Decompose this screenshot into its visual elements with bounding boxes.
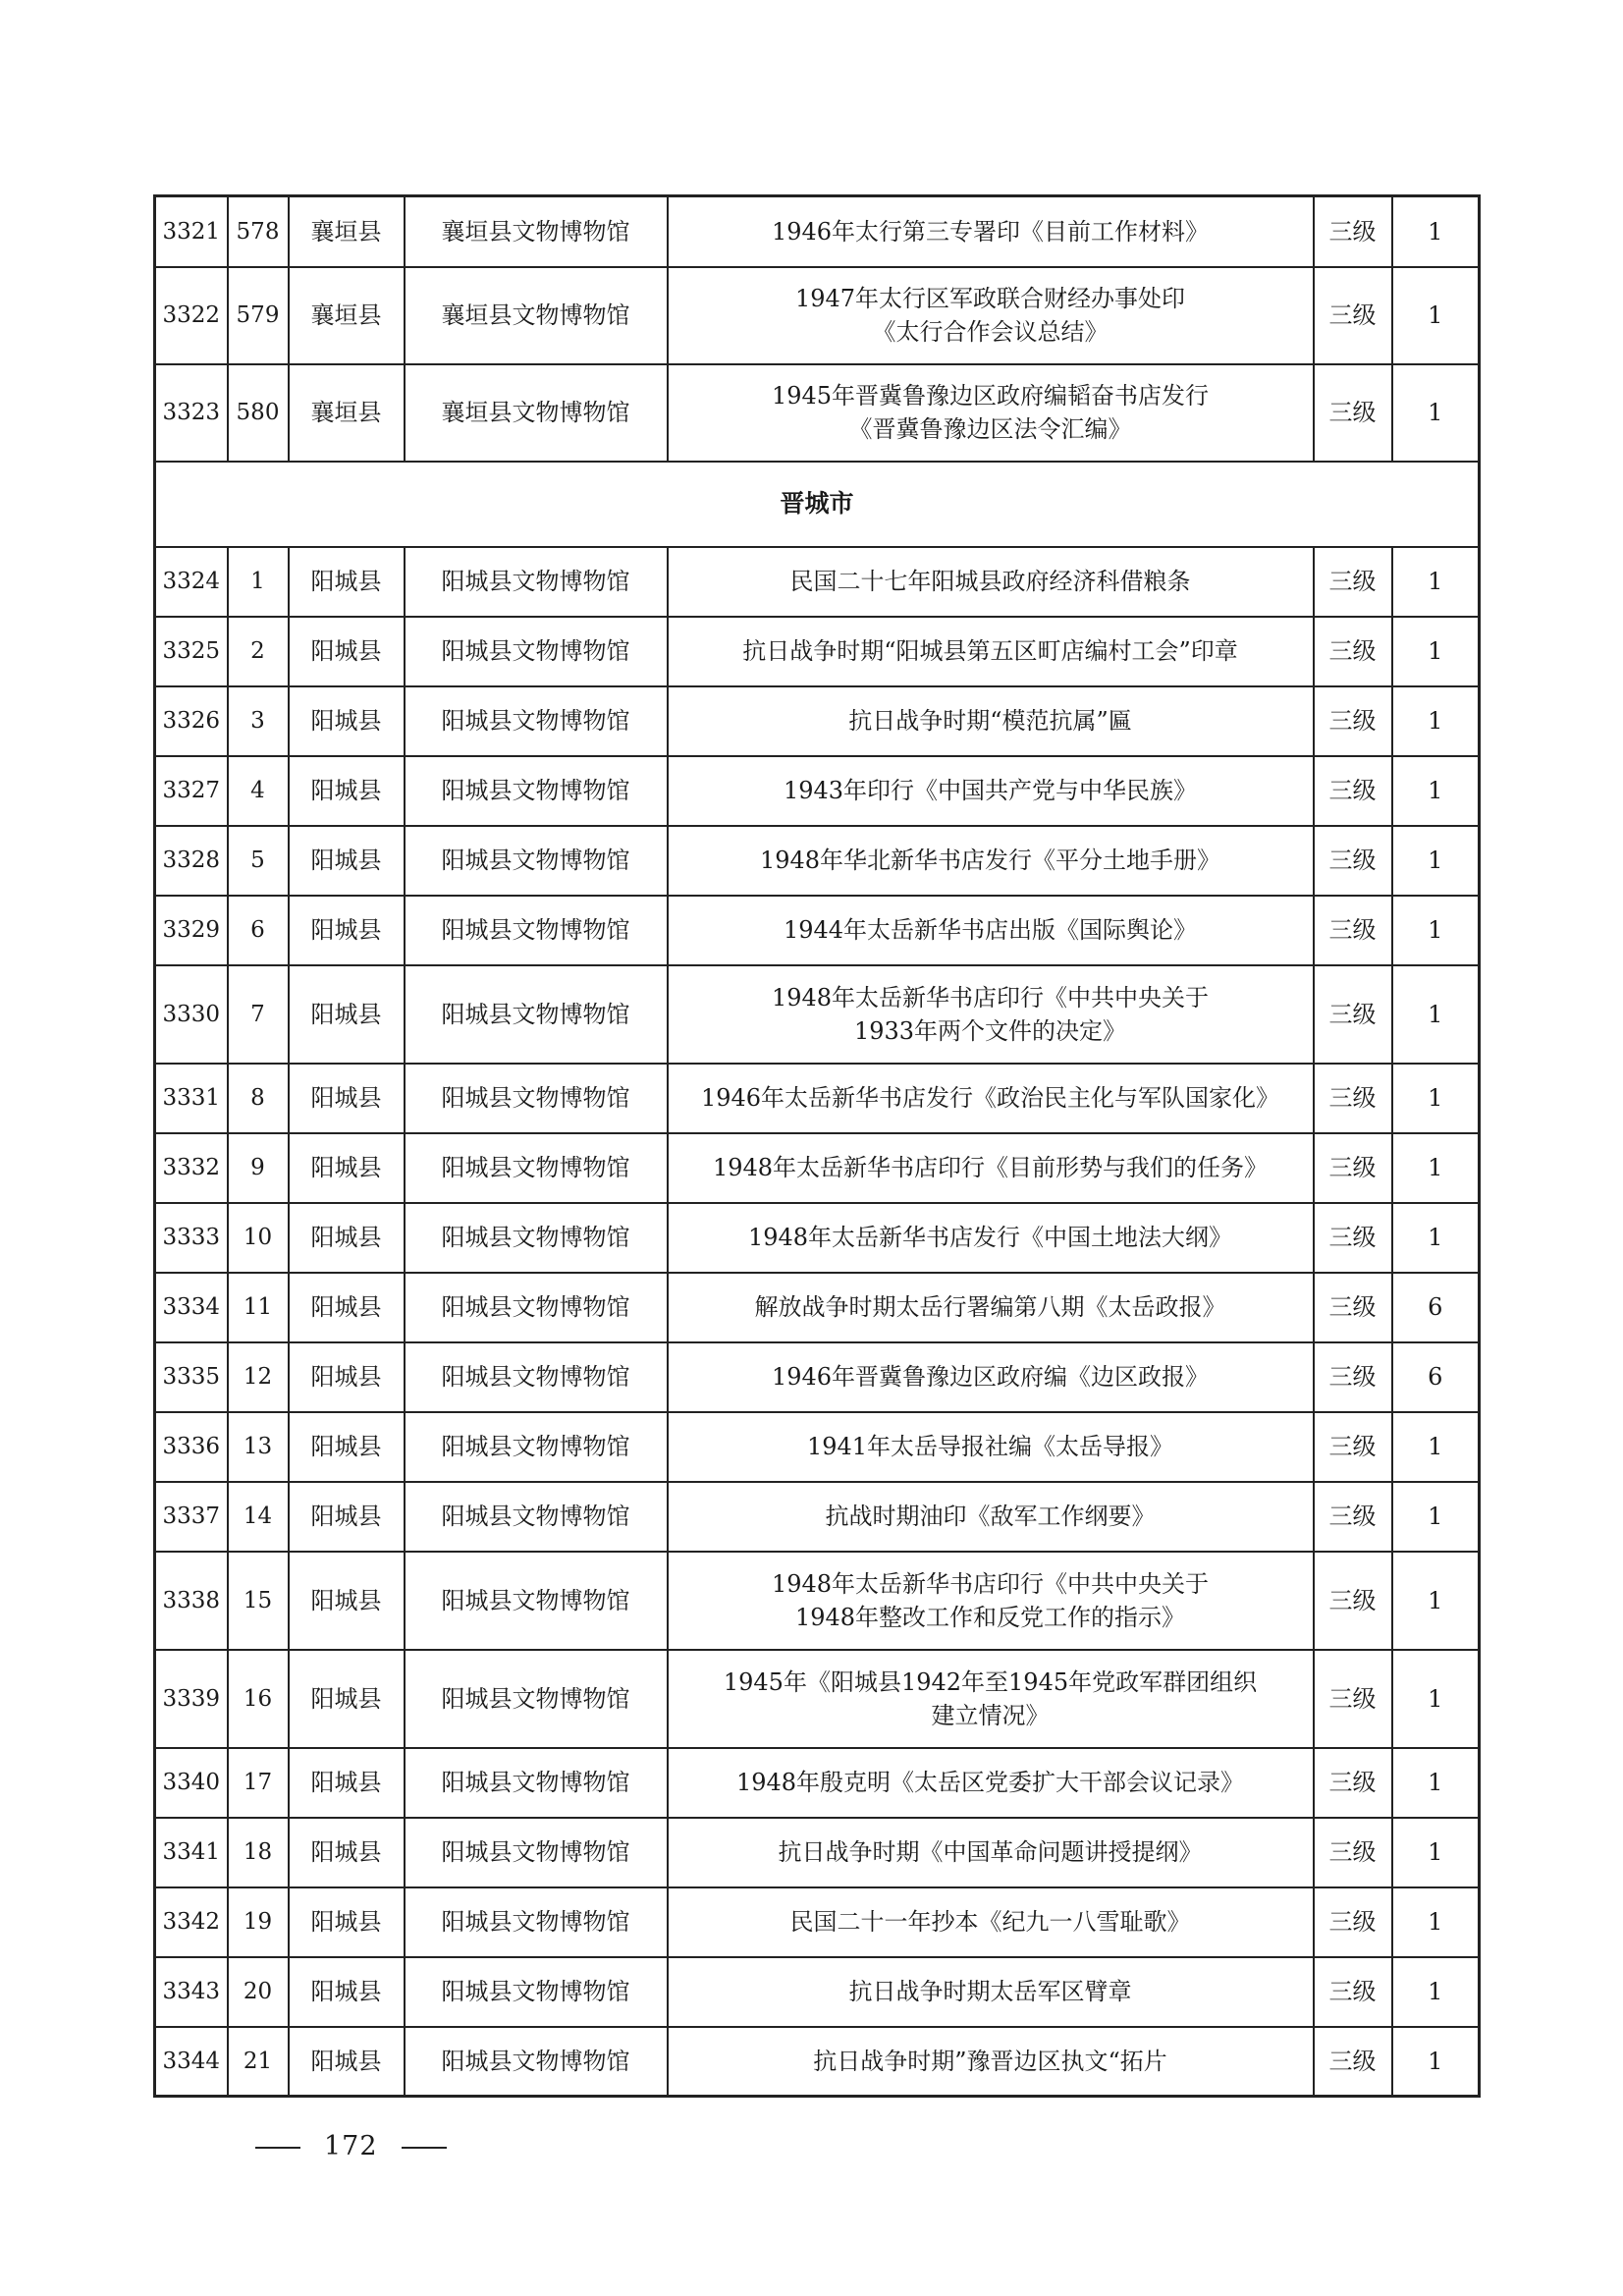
table-row xyxy=(155,965,1480,1064)
grade-cell: 三级 xyxy=(1314,364,1392,462)
item-name-line: 民国二十一年抄本《纪九一八雪耻歌》 xyxy=(789,1908,1191,1936)
county-cell: 阳城县 xyxy=(289,826,405,896)
serial-cell: 3330 xyxy=(155,965,228,1064)
item-name-line: 《太行合作会议总结》 xyxy=(872,318,1109,346)
grade-cell: 三级 xyxy=(1314,617,1392,686)
region-header-row xyxy=(155,462,1480,547)
item-name-line: 《晋冀鲁豫边区法令汇编》 xyxy=(848,415,1132,443)
item-name-cell xyxy=(668,1957,1314,2027)
quantity-cell: 1 xyxy=(1392,617,1480,686)
museum-cell: 阳城县文物博物馆 xyxy=(405,1203,668,1273)
county-cell: 襄垣县 xyxy=(289,196,405,267)
table-row xyxy=(155,547,1480,617)
index-cell: 6 xyxy=(228,896,289,965)
county-cell: 阳城县 xyxy=(289,617,405,686)
item-name-cell xyxy=(668,547,1314,617)
county-cell: 阳城县 xyxy=(289,547,405,617)
item-name-cell xyxy=(668,267,1314,364)
county-cell: 阳城县 xyxy=(289,1887,405,1957)
serial-cell: 3326 xyxy=(155,686,228,756)
table-row xyxy=(155,896,1480,965)
item-name-cell xyxy=(668,896,1314,965)
grade-cell: 三级 xyxy=(1314,1133,1392,1203)
county-cell: 阳城县 xyxy=(289,1748,405,1818)
serial-cell: 3338 xyxy=(155,1552,228,1650)
quantity-cell: 6 xyxy=(1392,1342,1480,1412)
item-name-cell xyxy=(668,1412,1314,1482)
item-name-cell xyxy=(668,1203,1314,1273)
table-row xyxy=(155,1887,1480,1957)
page-footer xyxy=(232,2131,470,2161)
table-row xyxy=(155,1273,1480,1342)
museum-cell: 阳城县文物博物馆 xyxy=(405,1818,668,1887)
index-cell: 580 xyxy=(228,364,289,462)
serial-cell: 3322 xyxy=(155,267,228,364)
museum-cell: 阳城县文物博物馆 xyxy=(405,1273,668,1342)
museum-cell: 阳城县文物博物馆 xyxy=(405,965,668,1064)
serial-cell: 3327 xyxy=(155,756,228,826)
item-name-line: 1946年太岳新华书店发行《政治民主化与军队国家化》 xyxy=(700,1084,1280,1112)
item-name-cell xyxy=(668,2027,1314,2097)
index-cell: 14 xyxy=(228,1482,289,1552)
county-cell: 阳城县 xyxy=(289,1412,405,1482)
grade-cell: 三级 xyxy=(1314,2027,1392,2097)
quantity-cell: 1 xyxy=(1392,364,1480,462)
grade-cell: 三级 xyxy=(1314,1818,1392,1887)
quantity-cell: 1 xyxy=(1392,1818,1480,1887)
table-row xyxy=(155,1412,1480,1482)
museum-cell: 阳城县文物博物馆 xyxy=(405,1552,668,1650)
museum-cell: 阳城县文物博物馆 xyxy=(405,1133,668,1203)
index-cell: 11 xyxy=(228,1273,289,1342)
quantity-cell: 1 xyxy=(1392,1552,1480,1650)
grade-cell: 三级 xyxy=(1314,896,1392,965)
region-title: 晋城市 xyxy=(155,462,1480,547)
index-cell: 5 xyxy=(228,826,289,896)
index-cell: 10 xyxy=(228,1203,289,1273)
quantity-cell: 1 xyxy=(1392,826,1480,896)
serial-cell: 3343 xyxy=(155,1957,228,2027)
serial-cell: 3335 xyxy=(155,1342,228,1412)
county-cell: 阳城县 xyxy=(289,1064,405,1133)
quantity-cell: 1 xyxy=(1392,1064,1480,1133)
item-name-line: 1948年太岳新华书店发行《中国土地法大纲》 xyxy=(747,1224,1233,1251)
index-cell: 578 xyxy=(228,196,289,267)
item-name-line: 1945年《阳城县1942年至1945年党政军群团组织 xyxy=(723,1667,1258,1696)
grade-cell: 三级 xyxy=(1314,756,1392,826)
table-row xyxy=(155,1748,1480,1818)
item-name-line: 1948年整改工作和反党工作的指示》 xyxy=(794,1603,1186,1631)
museum-cell: 阳城县文物博物馆 xyxy=(405,896,668,965)
table-row xyxy=(155,1650,1480,1748)
quantity-cell: 1 xyxy=(1392,196,1480,267)
index-cell: 12 xyxy=(228,1342,289,1412)
serial-cell: 3337 xyxy=(155,1482,228,1552)
quantity-cell: 6 xyxy=(1392,1273,1480,1342)
item-name-line: 抗日战争时期“模范抗属”匾 xyxy=(848,707,1132,735)
item-name-cell xyxy=(668,756,1314,826)
index-cell: 7 xyxy=(228,965,289,1064)
quantity-cell: 1 xyxy=(1392,686,1480,756)
museum-cell: 襄垣县文物博物馆 xyxy=(405,364,668,462)
item-name-line: 1946年晋冀鲁豫边区政府编《边区政报》 xyxy=(771,1363,1210,1391)
table-row xyxy=(155,756,1480,826)
item-name-line: 解放战争时期太岳行署编第八期《太岳政报》 xyxy=(754,1293,1226,1321)
item-name-line: 抗日战争时期“阳城县第五区町店编村工会”印章 xyxy=(742,637,1238,665)
index-cell: 21 xyxy=(228,2027,289,2097)
quantity-cell: 1 xyxy=(1392,896,1480,965)
county-cell: 阳城县 xyxy=(289,1818,405,1887)
serial-cell: 3336 xyxy=(155,1412,228,1482)
serial-cell: 3333 xyxy=(155,1203,228,1273)
table-row xyxy=(155,686,1480,756)
item-name-cell xyxy=(668,1887,1314,1957)
quantity-cell: 1 xyxy=(1392,1957,1480,2027)
item-name-cell xyxy=(668,1818,1314,1887)
item-name-cell xyxy=(668,1482,1314,1552)
grade-cell: 三级 xyxy=(1314,826,1392,896)
county-cell: 阳城县 xyxy=(289,686,405,756)
serial-cell: 3341 xyxy=(155,1818,228,1887)
county-cell: 阳城县 xyxy=(289,1482,405,1552)
serial-cell: 3324 xyxy=(155,547,228,617)
quantity-cell: 1 xyxy=(1392,547,1480,617)
museum-cell: 襄垣县文物博物馆 xyxy=(405,267,668,364)
quantity-cell: 1 xyxy=(1392,756,1480,826)
museum-cell: 阳城县文物博物馆 xyxy=(405,1482,668,1552)
table-row xyxy=(155,617,1480,686)
grade-cell: 三级 xyxy=(1314,1887,1392,1957)
serial-cell: 3340 xyxy=(155,1748,228,1818)
serial-cell: 3329 xyxy=(155,896,228,965)
item-name-line: 抗日战争时期《中国革命问题讲授提纲》 xyxy=(778,1838,1203,1866)
quantity-cell: 1 xyxy=(1392,1482,1480,1552)
county-cell: 阳城县 xyxy=(289,896,405,965)
museum-cell: 阳城县文物博物馆 xyxy=(405,1887,668,1957)
item-name-line: 民国二十七年阳城县政府经济科借粮条 xyxy=(789,568,1191,595)
county-cell: 阳城县 xyxy=(289,1133,405,1203)
county-cell: 阳城县 xyxy=(289,1342,405,1412)
item-name-line: 1948年太岳新华书店印行《目前形势与我们的任务》 xyxy=(712,1154,1269,1181)
museum-cell: 阳城县文物博物馆 xyxy=(405,756,668,826)
dash-right xyxy=(402,2147,447,2149)
item-name-line: 1947年太行区军政联合财经办事处印 xyxy=(794,285,1186,312)
item-name-cell xyxy=(668,1650,1314,1748)
quantity-cell: 1 xyxy=(1392,1650,1480,1748)
quantity-cell: 1 xyxy=(1392,965,1480,1064)
item-name-line: 建立情况》 xyxy=(931,1701,1050,1729)
index-cell: 13 xyxy=(228,1412,289,1482)
item-name-line: 1941年太岳导报社编《太岳导报》 xyxy=(806,1433,1174,1460)
grade-cell: 三级 xyxy=(1314,1342,1392,1412)
county-cell: 襄垣县 xyxy=(289,364,405,462)
grade-cell: 三级 xyxy=(1314,1957,1392,2027)
serial-cell: 3344 xyxy=(155,2027,228,2097)
index-cell: 8 xyxy=(228,1064,289,1133)
index-cell: 579 xyxy=(228,267,289,364)
museum-cell: 阳城县文物博物馆 xyxy=(405,1748,668,1818)
museum-cell: 襄垣县文物博物馆 xyxy=(405,196,668,267)
item-name-cell xyxy=(668,1342,1314,1412)
county-cell: 襄垣县 xyxy=(289,267,405,364)
item-name-cell xyxy=(668,196,1314,267)
item-name-line: 1946年太行第三专署印《目前工作材料》 xyxy=(771,217,1210,246)
county-cell: 阳城县 xyxy=(289,756,405,826)
quantity-cell: 1 xyxy=(1392,2027,1480,2097)
table-row xyxy=(155,1342,1480,1412)
museum-cell: 阳城县文物博物馆 xyxy=(405,617,668,686)
serial-cell: 3332 xyxy=(155,1133,228,1203)
county-cell: 阳城县 xyxy=(289,965,405,1064)
table-body xyxy=(155,196,1480,2097)
quantity-cell: 1 xyxy=(1392,1203,1480,1273)
index-cell: 20 xyxy=(228,1957,289,2027)
item-name-line: 抗日战争时期”豫晋边区执文“拓片 xyxy=(813,2047,1167,2075)
index-cell: 3 xyxy=(228,686,289,756)
museum-cell: 阳城县文物博物馆 xyxy=(405,686,668,756)
museum-cell: 阳城县文物博物馆 xyxy=(405,1412,668,1482)
grade-cell: 三级 xyxy=(1314,267,1392,364)
grade-cell: 三级 xyxy=(1314,1552,1392,1650)
serial-cell: 3325 xyxy=(155,617,228,686)
table-row xyxy=(155,364,1480,462)
index-cell: 1 xyxy=(228,547,289,617)
item-name-line: 1943年印行《中国共产党与中华民族》 xyxy=(783,777,1198,804)
table-row xyxy=(155,2027,1480,2097)
county-cell: 阳城县 xyxy=(289,1957,405,2027)
index-cell: 15 xyxy=(228,1552,289,1650)
grade-cell: 三级 xyxy=(1314,1748,1392,1818)
item-name-cell xyxy=(668,826,1314,896)
grade-cell: 三级 xyxy=(1314,1412,1392,1482)
table-row xyxy=(155,1133,1480,1203)
item-name-cell xyxy=(668,686,1314,756)
grade-cell: 三级 xyxy=(1314,196,1392,267)
table-row xyxy=(155,1482,1480,1552)
index-cell: 17 xyxy=(228,1748,289,1818)
museum-cell: 阳城县文物博物馆 xyxy=(405,1342,668,1412)
grade-cell: 三级 xyxy=(1314,1203,1392,1273)
table-row xyxy=(155,267,1480,364)
index-cell: 16 xyxy=(228,1650,289,1748)
grade-cell: 三级 xyxy=(1314,1650,1392,1748)
museum-cell: 阳城县文物博物馆 xyxy=(405,547,668,617)
table-row xyxy=(155,1818,1480,1887)
index-cell: 4 xyxy=(228,756,289,826)
item-name-line: 1948年华北新华书店发行《平分土地手册》 xyxy=(759,847,1221,874)
table-row xyxy=(155,826,1480,896)
item-name-cell xyxy=(668,617,1314,686)
item-name-line: 1933年两个文件的决定》 xyxy=(853,1016,1127,1045)
item-name-line: 1948年殷克明《太岳区党委扩大干部会议记录》 xyxy=(735,1769,1245,1796)
index-cell: 19 xyxy=(228,1887,289,1957)
index-cell: 9 xyxy=(228,1133,289,1203)
museum-cell: 阳城县文物博物馆 xyxy=(405,2027,668,2097)
quantity-cell: 1 xyxy=(1392,1133,1480,1203)
county-cell: 阳城县 xyxy=(289,1273,405,1342)
museum-cell: 阳城县文物博物馆 xyxy=(405,826,668,896)
county-cell: 阳城县 xyxy=(289,1650,405,1748)
item-name-line: 抗战时期油印《敌军工作纲要》 xyxy=(825,1503,1156,1530)
table-row xyxy=(155,1957,1480,2027)
museum-cell: 阳城县文物博物馆 xyxy=(405,1650,668,1748)
grade-cell: 三级 xyxy=(1314,1482,1392,1552)
serial-cell: 3328 xyxy=(155,826,228,896)
serial-cell: 3321 xyxy=(155,196,228,267)
grade-cell: 三级 xyxy=(1314,965,1392,1064)
item-name-cell xyxy=(668,1748,1314,1818)
serial-cell: 3342 xyxy=(155,1887,228,1957)
item-name-cell xyxy=(668,965,1314,1064)
quantity-cell: 1 xyxy=(1392,267,1480,364)
table-row xyxy=(155,1552,1480,1650)
index-cell: 18 xyxy=(228,1818,289,1887)
serial-cell: 3331 xyxy=(155,1064,228,1133)
item-name-line: 1944年太岳新华书店出版《国际舆论》 xyxy=(783,916,1198,944)
item-name-cell xyxy=(668,364,1314,462)
item-name-cell xyxy=(668,1133,1314,1203)
dash-left xyxy=(255,2147,300,2149)
table-row xyxy=(155,196,1480,267)
item-name-line: 1948年太岳新华书店印行《中共中央关于 xyxy=(771,1569,1210,1598)
county-cell: 阳城县 xyxy=(289,2027,405,2097)
item-name-line: 1945年晋冀鲁豫边区政府编韬奋书店发行 xyxy=(771,382,1210,410)
grade-cell: 三级 xyxy=(1314,547,1392,617)
table-row xyxy=(155,1064,1480,1133)
serial-cell: 3334 xyxy=(155,1273,228,1342)
grade-cell: 三级 xyxy=(1314,1064,1392,1133)
serial-cell: 3323 xyxy=(155,364,228,462)
page-number: 172 xyxy=(324,2131,378,2161)
item-name-cell xyxy=(668,1064,1314,1133)
item-name-cell xyxy=(668,1552,1314,1650)
item-name-line: 1948年太岳新华书店印行《中共中央关于 xyxy=(771,983,1210,1011)
grade-cell: 三级 xyxy=(1314,686,1392,756)
museum-cell: 阳城县文物博物馆 xyxy=(405,1064,668,1133)
table-row xyxy=(155,1203,1480,1273)
item-name-cell xyxy=(668,1273,1314,1342)
index-cell: 2 xyxy=(228,617,289,686)
county-cell: 阳城县 xyxy=(289,1203,405,1273)
relic-catalog-table xyxy=(153,194,1481,2098)
serial-cell: 3339 xyxy=(155,1650,228,1748)
item-name-line: 抗日战争时期太岳军区臂章 xyxy=(848,1978,1132,2005)
quantity-cell: 1 xyxy=(1392,1412,1480,1482)
quantity-cell: 1 xyxy=(1392,1748,1480,1818)
county-cell: 阳城县 xyxy=(289,1552,405,1650)
grade-cell: 三级 xyxy=(1314,1273,1392,1342)
museum-cell: 阳城县文物博物馆 xyxy=(405,1957,668,2027)
quantity-cell: 1 xyxy=(1392,1887,1480,1957)
